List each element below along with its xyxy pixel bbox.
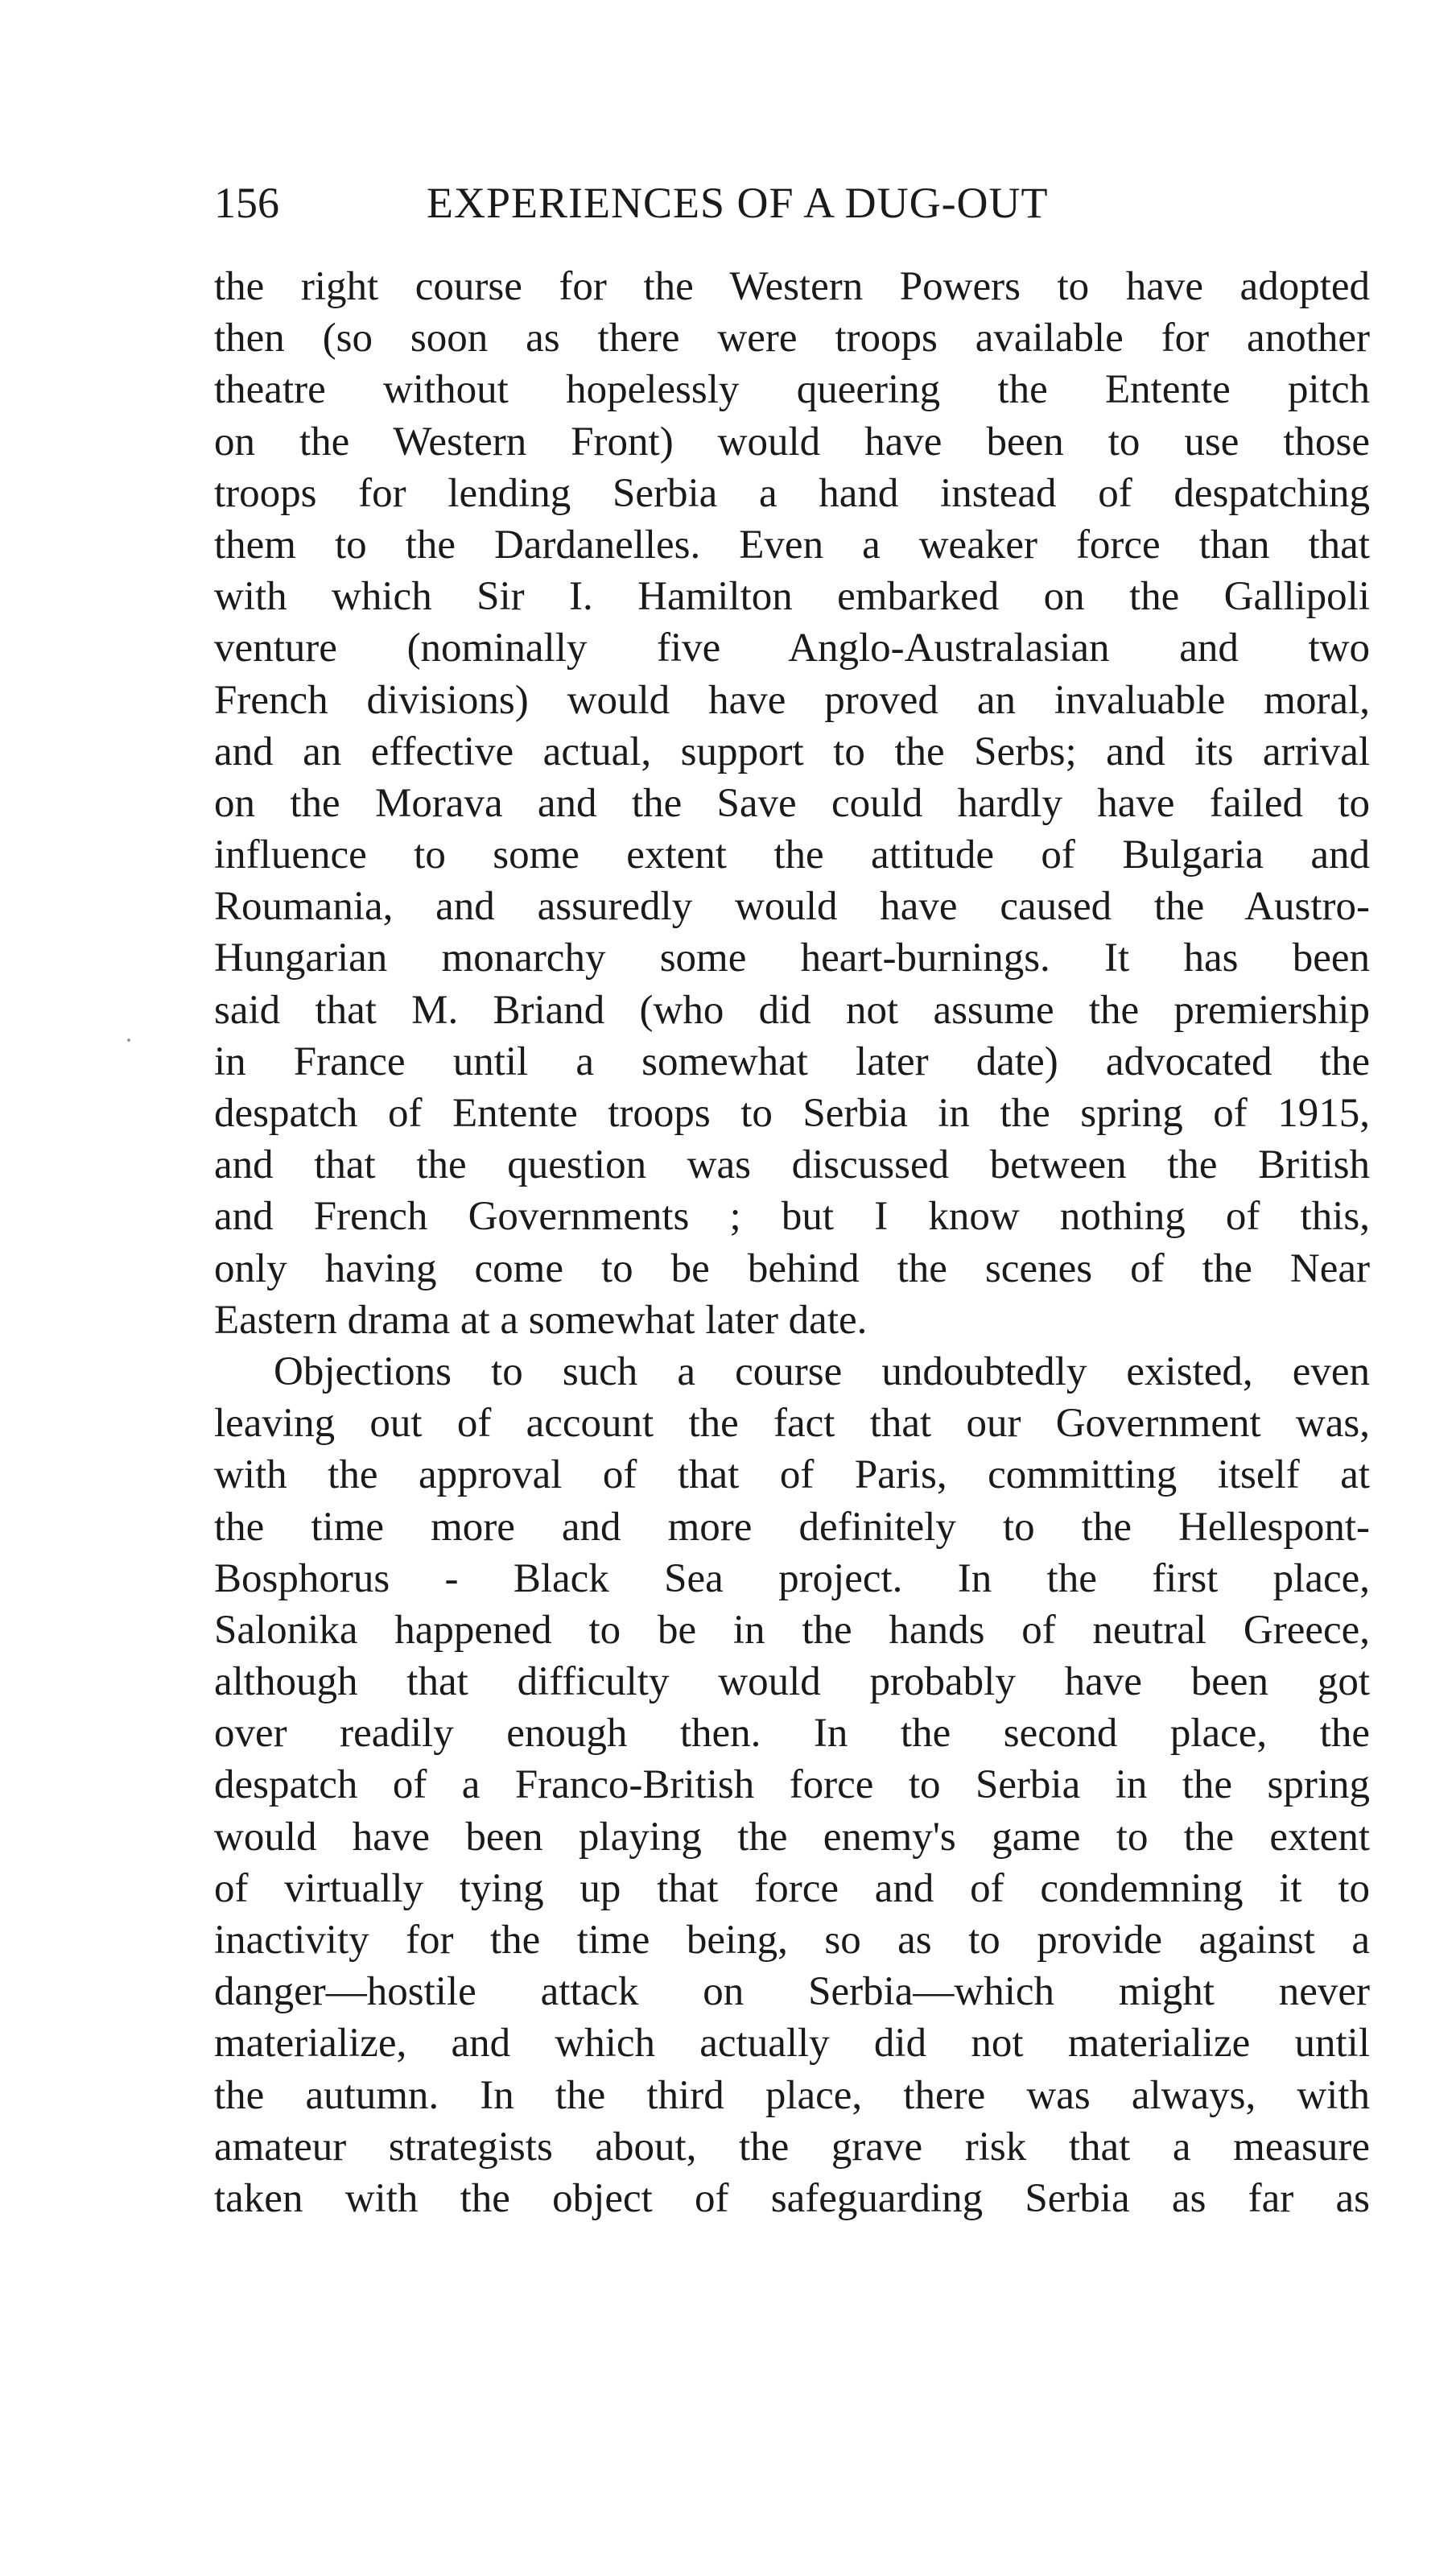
text-line: only having come to be behind the scenes of the Near bbox=[214, 1245, 1370, 1291]
running-title: EXPERIENCES OF A DUG-OUT bbox=[427, 179, 1049, 227]
text-line: then (so soon as there were troops available for another bbox=[214, 316, 1370, 361]
margin-speck bbox=[127, 1039, 130, 1042]
text-line: and French Governments ; but I know nothing of this, bbox=[214, 1194, 1370, 1240]
text-line: the right course for the Western Powers to have adopted bbox=[214, 264, 1370, 309]
text-line: of virtually tying up that force and of condemning it to bbox=[214, 1865, 1370, 1911]
text-line: influence to some extent the attitude of Bulgaria and bbox=[214, 832, 1370, 878]
text-line: would have been playing the enemy's game to the extent bbox=[214, 1814, 1370, 1860]
text-line: Roumania, and assuredly would have caused the Austro- bbox=[214, 884, 1370, 930]
text-line: them to the Dardanelles. Even a weaker force than that bbox=[214, 522, 1370, 568]
text-line: Salonika happened to be in the hands of neutral Greece, bbox=[214, 1607, 1370, 1653]
text-line: with which Sir I. Hamilton embarked on the Gallipoli bbox=[214, 574, 1370, 620]
text-line: and that the question was discussed between the British bbox=[214, 1142, 1370, 1188]
text-line: despatch of a Franco-British force to Serbia in the spring bbox=[214, 1762, 1370, 1808]
text-line: troops for lending Serbia a hand instead of despatching bbox=[214, 470, 1370, 516]
text-line: Bosphorus - Black Sea project. In the first place, bbox=[214, 1555, 1370, 1601]
body-text bbox=[214, 261, 1370, 2224]
text-line: venture (nominally five Anglo-Australasian and two bbox=[214, 626, 1370, 671]
text-line: leaving out of account the fact that our Government was, bbox=[214, 1401, 1370, 1447]
text-line: materialize, and which actually did not materialize until bbox=[214, 2021, 1370, 2067]
paragraph-2 bbox=[214, 1346, 1370, 2224]
text-line: inactivity for the time being, so as to provide against a bbox=[214, 1918, 1370, 1963]
text-line: Objections to such a course undoubtedly existed, even bbox=[274, 1348, 1370, 1394]
text-line: Hungarian monarchy some heart-burnings. It has been bbox=[214, 935, 1370, 981]
text-line: and an effective actual, support to the Serbs; and its arrival bbox=[214, 729, 1370, 774]
text-line: said that M. Briand (who did not assume the premiership bbox=[214, 987, 1370, 1033]
text-line: on the Morava and the Save could hardly have failed to bbox=[214, 780, 1370, 826]
text-line: taken with the object of safeguarding Serbia as far as bbox=[214, 2175, 1370, 2221]
text-line: despatch of Entente troops to Serbia in the spring of 1915, bbox=[214, 1091, 1370, 1136]
text-line: with the approval of that of Paris, committing itself at bbox=[214, 1452, 1370, 1498]
text-line: although that difficulty would probably have been got bbox=[214, 1659, 1370, 1705]
text-line: theatre without hopelessly queering the Entente pitch bbox=[214, 367, 1370, 413]
page-number: 156 bbox=[214, 179, 279, 227]
text-line: amateur strategists about, the grave risk that a measure bbox=[214, 2124, 1370, 2170]
text-line: the autumn. In the third place, there was always, with bbox=[214, 2072, 1370, 2118]
text-line: over readily enough then. In the second place, the bbox=[214, 1711, 1370, 1757]
text-line: danger—hostile attack on Serbia—which might never bbox=[214, 1969, 1370, 2015]
text-line: French divisions) would have proved an invaluable moral, bbox=[214, 677, 1370, 723]
running-head bbox=[214, 171, 1373, 235]
text-line: Eastern drama at a somewhat later date. bbox=[214, 1297, 868, 1343]
text-line: in France until a somewhat later date) advocated the bbox=[214, 1039, 1370, 1084]
text-line: the time more and more definitely to the Hellespont- bbox=[214, 1504, 1370, 1550]
text-line: on the Western Front) would have been to use those bbox=[214, 419, 1370, 465]
paragraph-1 bbox=[214, 261, 1370, 1346]
